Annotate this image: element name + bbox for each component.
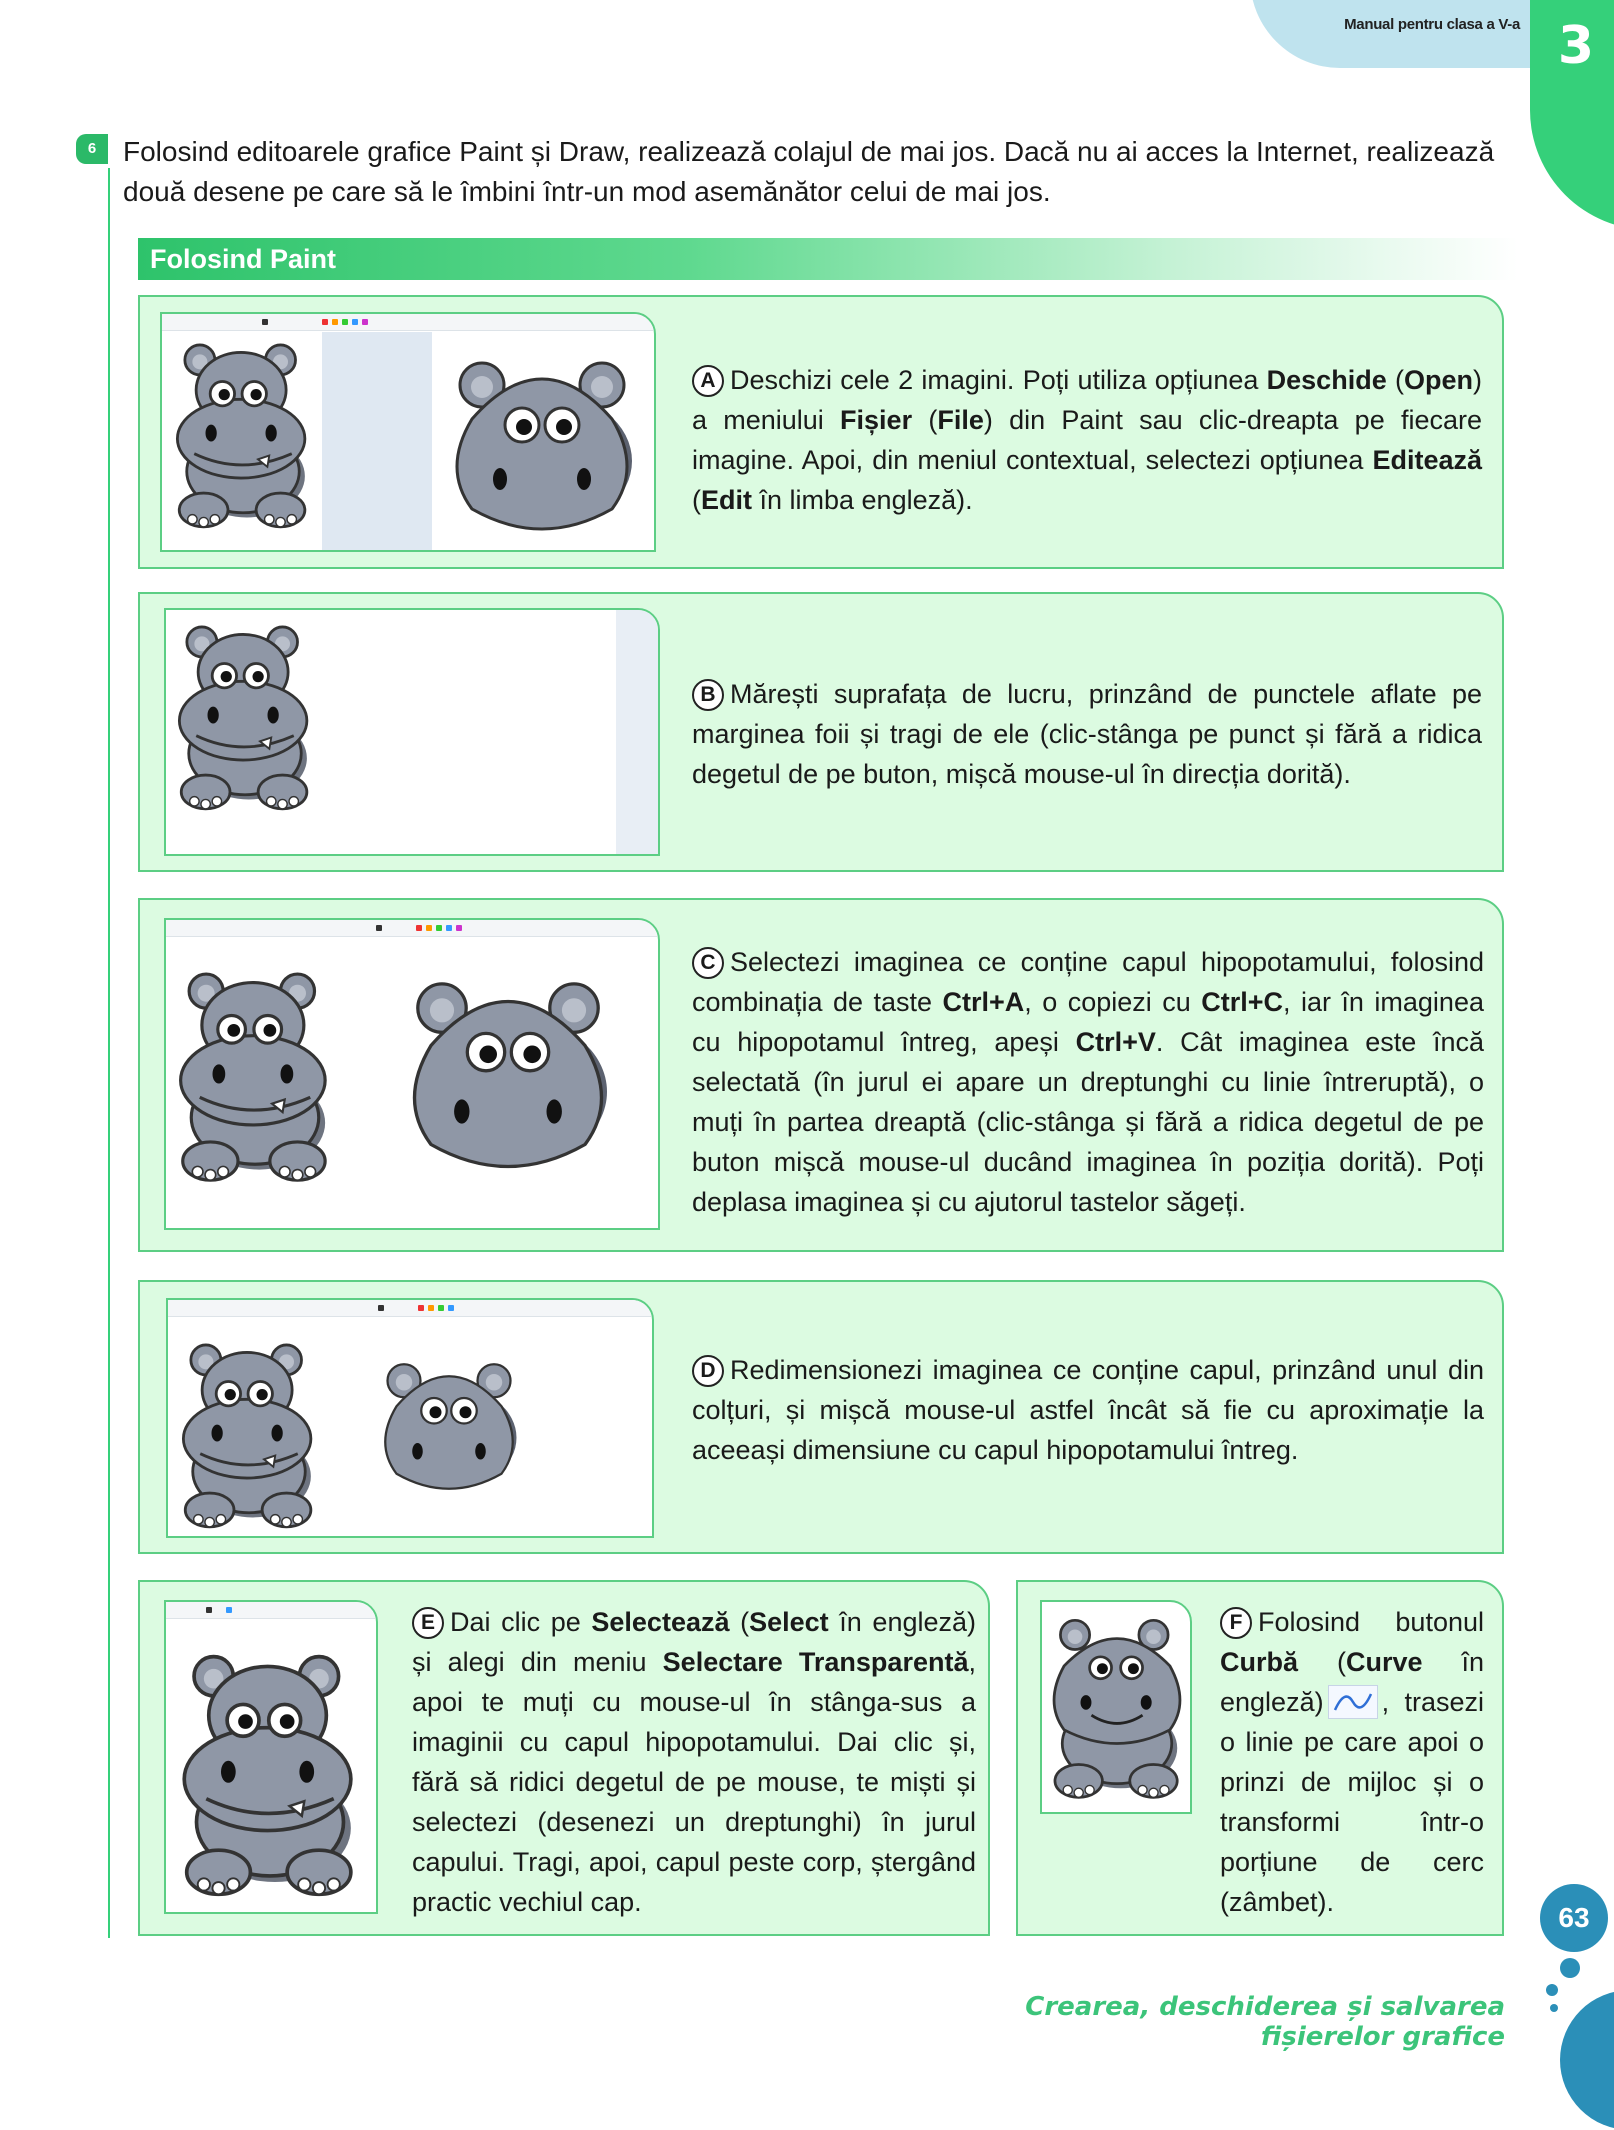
section-header (138, 238, 1518, 280)
decor-dot (1546, 1984, 1558, 1996)
chapter-footer-title: Crearea, deschiderea și salvarea fișierelor grafice (1025, 1992, 1505, 2052)
hippo-full-illustration (174, 1334, 324, 1534)
hippo-full-illustration (168, 334, 318, 534)
left-margin-rule (108, 168, 110, 1938)
hippo-smile-illustration (1044, 1608, 1190, 1806)
step-c-text: C Selectezi imaginea ce conține capul hipopotamului, folosind combinația de taste Ctrl+A, o copiezi cu Ctrl+C, iar în imaginea cu hipopotamul întreg, apeși Ctrl+V. Cât imaginea este încă selectată (în jurul ei apare un dreptunghi cu linie întreruptă), o muți în partea dreaptă (clic-stânga și fără a ridica degetul de pe buton mișcă mouse-ul ducând imaginea în poziția dorită). Poți deplasa imaginea și cu ajutorul tastelor săgeți. (692, 947, 1484, 1217)
curve-tool-icon (1328, 1685, 1378, 1719)
decor-dot (1550, 2004, 1558, 2012)
step-e-text: E Dai clic pe Selectează (Select în engleză) și alegi din meniu Selectare Transparentă, apoi te muți cu mouse-ul în stânga-sus a imaginii cu capul hipopotamului. Dai clic și, fără să ridici degetul de pe mouse, te miști și selectezi (desenezi un dreptunghi) în jurul capului. Tragi, apoi, capul peste corp, ștergând practic vechiul cap. (412, 1607, 976, 1917)
step-letter-b: B (692, 679, 724, 711)
footer-corner-shape (1560, 1990, 1614, 2130)
hippo-full-illustration (170, 616, 320, 816)
section-title: Folosind Paint (150, 244, 336, 274)
step-f-text: F Folosind butonul Curbă (Curve în engleză) , trasezi o linie pe care apoi o prinzi de mijloc și o transformi într-o porțiune de cerc (zâmbet). (1220, 1607, 1484, 1917)
step-d-text: D Redimensionezi imaginea ce conține capul, prinzând unul din colțuri, și mișcă mouse-ul astfel încât să fie cu aproximație la aceeași dimensiune cu capul hipopotamului întreg. (692, 1355, 1484, 1465)
step-letter-e: E (412, 1607, 444, 1639)
screenshot-step-b (164, 608, 660, 856)
paint-toolbar (162, 314, 654, 331)
hippo-head-illustration (398, 968, 618, 1178)
page-number: 63 (1540, 1884, 1608, 1952)
manual-title: Manual pentru clasa a V-a (1344, 16, 1520, 33)
step-letter-d: D (692, 1355, 724, 1387)
screenshot-step-e (164, 1600, 378, 1914)
task-number-badge: 6 (76, 134, 108, 164)
screenshot-step-f (1040, 1600, 1192, 1814)
hippo-head-illustration (442, 344, 642, 544)
decor-dot (1560, 1958, 1580, 1978)
step-letter-f: F (1220, 1607, 1252, 1639)
task-intro: Folosind editoarele grafice Paint și Draw, realizează colajul de mai jos. Dacă nu ai acces la Internet, realizează două desene pe care să le îmbini într-un mod asemănător celui de mai jos. (123, 136, 1495, 207)
chapter-number: 3 (1557, 16, 1595, 76)
screenshot-step-d (166, 1298, 654, 1538)
step-letter-a: A (692, 365, 724, 397)
paint-toolbar (166, 920, 658, 937)
step-letter-c: C (692, 947, 724, 979)
hippo-full-illustration (172, 1642, 368, 1904)
step-b-text: B Mărești suprafața de lucru, prinzând de punctele aflate pe marginea foii și tragi de ele (clic-stânga pe punct și fără a ridica degetul de pe buton, mișcă mouse-ul în direcția dorită). (692, 679, 1482, 789)
hippo-full-illustration (170, 962, 340, 1188)
step-a-text: A Deschizi cele 2 imagini. Poți utiliza opțiunea Deschide (Open) a meniului Fișier (File) din Paint sau clic-dreapta pe fiecare imagine. Apoi, din meniul contextual, selectezi opțiunea Editează (Edit în limba engleză). (692, 365, 1482, 515)
paint-toolbar (166, 1602, 376, 1619)
hippo-head-illustration (374, 1350, 524, 1500)
screenshot-step-a (160, 312, 656, 552)
screenshot-step-c (164, 918, 660, 1230)
paint-toolbar (168, 1300, 652, 1317)
